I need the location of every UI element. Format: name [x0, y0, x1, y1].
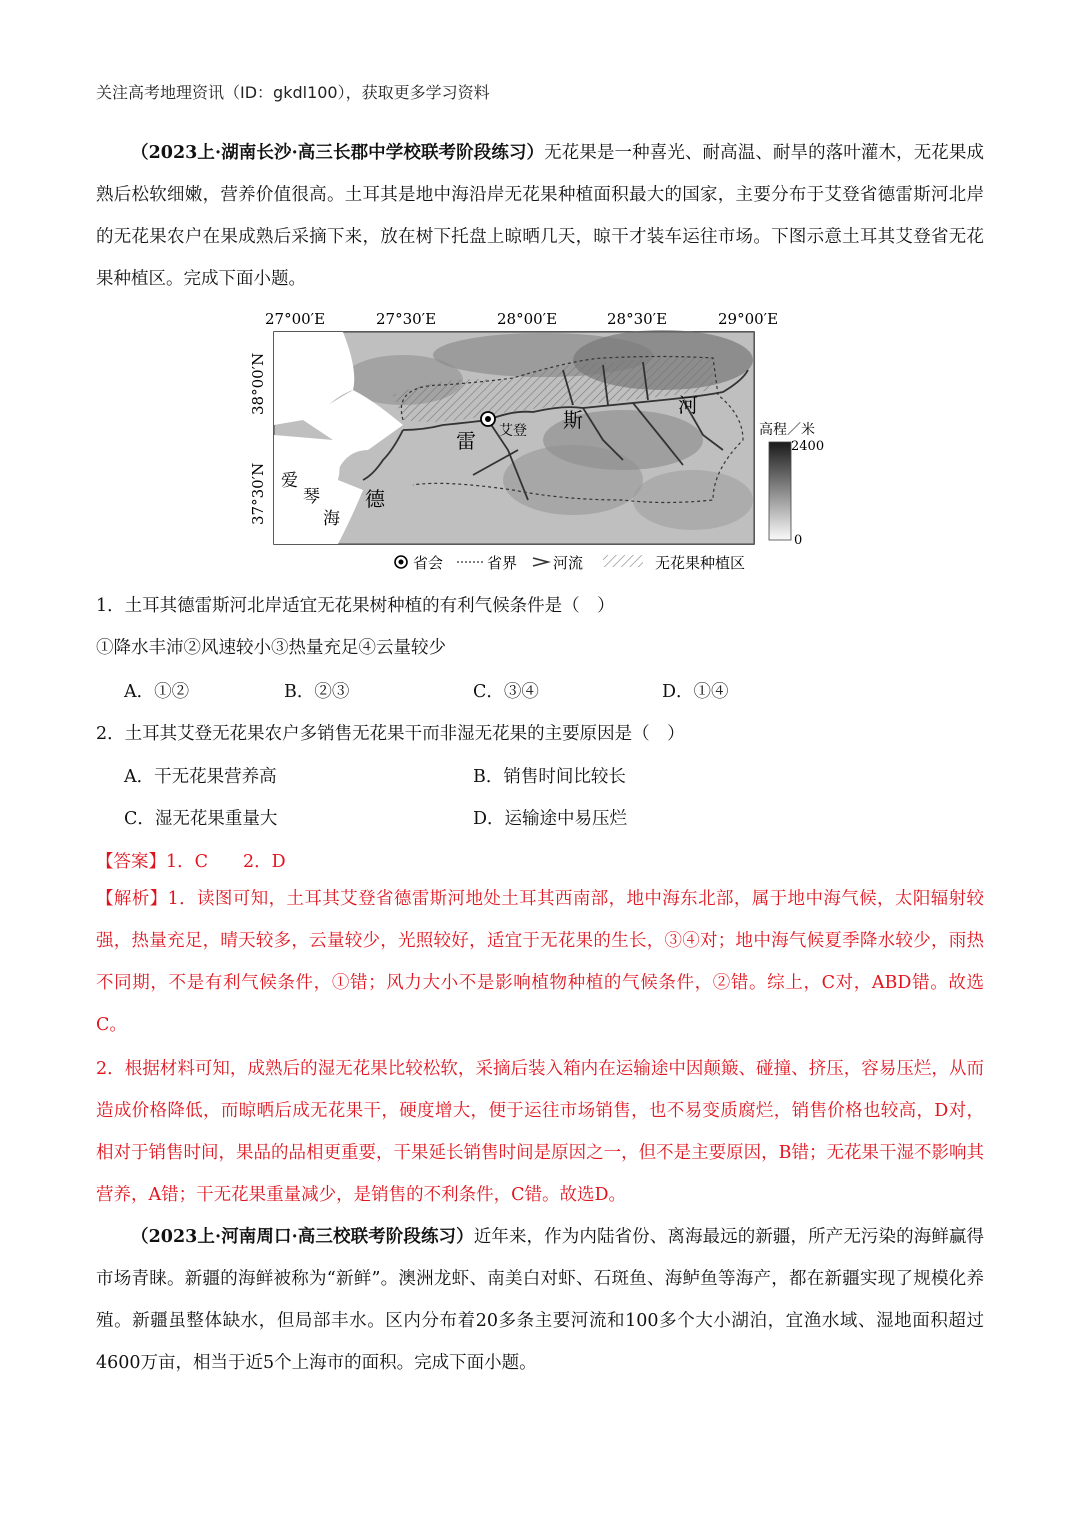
q1-option-c: C．③④: [473, 682, 539, 702]
lat-label: 38°00′N: [249, 352, 267, 415]
lon-label: 27°00′E: [265, 310, 326, 328]
question-intro-text: 无花果是一种喜光、耐高温、耐旱的落叶灌木，无花果成熟后松软细嫩，营养价值很高。土耳其是地中海沿岸无花果种植面积最大的国家，主要分布于艾登省德雷斯河北岸的无花果农户在果成熟后采摘下来，放在树下托盘上晾晒几天，晾干才装车运往市场。下图示意土耳其艾登省无花果种植区。完成下面小题。: [96, 143, 985, 289]
lat-label: 37°30′N: [249, 462, 267, 525]
legend-capital: 省会: [413, 554, 444, 572]
q1-option-a: A．①②: [124, 682, 190, 702]
analysis-label: 【解析】: [96, 889, 168, 909]
analysis-2: 2．根据材料可知，成熟后的湿无花果比较松软，采摘后装入箱内在运输途中因颠簸、碰撞、挤压，容易压烂，从而造成价格降低，而晾晒后成无花果干，硬度增大，便于运往市场销售，也不易变质腐烂，销售价格也较高，D对，相对于销售时间，果品的品相更重要，干果延长销售时间是原因之一，但不是主要原因，B错；无花果干湿不影响其营养，A错；干无花果重量减少，是销售的不利条件，C错。故选D。: [96, 1059, 984, 1205]
question-intro-1: [96, 132, 984, 300]
question-source: （2023上·河南周口·高三校联考阶段练习）: [131, 1227, 474, 1247]
sea-name-char: 海: [323, 509, 340, 529]
answer-label: 【答案】: [96, 852, 166, 872]
legend-fig-area: 无花果种植区: [655, 554, 746, 572]
lon-label: 28°30′E: [607, 310, 668, 328]
elevation-scale: [769, 442, 791, 540]
q1-items: ①降水丰沛②风速较小③热量充足④云量较少: [96, 638, 446, 658]
sea-name-char: 爱: [281, 471, 298, 491]
lon-label: 27°30′E: [376, 310, 437, 328]
q2-stem: 2．土耳其艾登无花果农户多销售无花果干而非湿无花果的主要原因是（ ）: [96, 724, 685, 744]
lon-label: 29°00′E: [718, 310, 779, 328]
q2-option-d: D．运输途中易压烂: [473, 809, 628, 829]
q1-stem: 1．土耳其德雷斯河北岸适宜无花果树种植的有利气候条件是（ ）: [96, 596, 615, 616]
answer-text: 1．C 2．D: [166, 852, 286, 872]
elevation-title: 高程／米: [759, 422, 815, 438]
river-name-char: 德: [365, 487, 385, 511]
provincial-capital: [481, 412, 495, 426]
elevation-max: 2400: [791, 439, 825, 454]
river-name-char: 河: [678, 393, 698, 417]
q2-option-c: C．湿无花果重量大: [124, 809, 278, 829]
legend-boundary: 省界: [487, 554, 518, 572]
legend-river: 河流: [553, 554, 584, 572]
map-legend: [395, 554, 745, 572]
page-header: 关注高考地理资讯（ID：gkdl100），获取更多学习资料: [96, 83, 490, 102]
river-name-char: 斯: [563, 408, 583, 432]
q1-option-b: B．②③: [284, 682, 350, 702]
river-name-char: 雷: [456, 429, 476, 453]
question-intro-text: 近年来，作为内陆省份、离海最远的新疆，所产无污染的海鲜赢得市场青睐。新疆的海鲜被称为“新鲜”。澳洲龙虾、南美白对虾、石斑鱼、海鲈鱼等海产，都在新疆实现了规模化养殖。新疆虽整体缺水，但局部丰水。区内分布着20多条主要河流和100多个大小湖泊，宜渔水域、湿地面积超过4600万亩，相当于近5个上海市的面积。完成下面小题。: [96, 1227, 985, 1373]
lon-label: 28°00′E: [497, 310, 558, 328]
aydin-map: [243, 300, 825, 580]
question-intro-3: [96, 1216, 984, 1384]
q2-option-b: B．销售时间比较长: [473, 767, 626, 787]
q2-option-a: A．干无花果营养高: [124, 767, 277, 787]
elevation-min: 0: [794, 533, 803, 548]
city-label: 艾登: [499, 423, 527, 439]
question-source: （2023上·湖南长沙·高三长郡中学校联考阶段练习）: [131, 143, 545, 163]
analysis-1: [96, 878, 984, 1046]
answer-line: [96, 848, 286, 873]
analysis-text-1: 1．读图可知，土耳其艾登省德雷斯河地处土耳其西南部，地中海东北部，属于地中海气候，太阳辐射较强，热量充足，晴天较多，云量较少，光照较好，适宜于无花果的生长，③④对；地中海气候夏季降水较少，雨热不同期，不是有利气候条件，①错；风力大小不是影响植物种植的气候条件，②错。综上，C对，ABD错。故选C。: [96, 889, 985, 1035]
sea-name-char: 琴: [303, 487, 320, 507]
q1-option-d: D．①④: [662, 682, 729, 702]
